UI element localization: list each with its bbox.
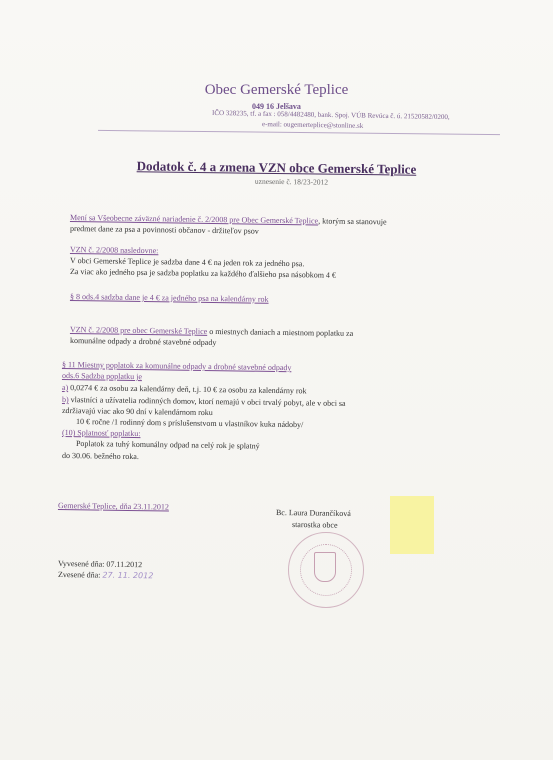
handwritten-date: 27. 11. 2012 [102, 570, 154, 581]
paragraph-2-heading: VZN č. 2/2008 nasledovne: [69, 245, 159, 256]
item-a: a) 0,0274 € za osobu za kalendárny deň, t.j. 10 € za osobu za kalendárny rok [61, 383, 307, 396]
coat-of-arms-icon [314, 552, 336, 582]
municipality-name: Obec Gemerské Teplice [204, 82, 349, 98]
item-b-line-2: zdržiavajú viac ako 90 dní v kalendárnom roku [61, 406, 213, 418]
contact-line: IČO 328235, tf. a fax : 058/4482480, bank. Spoj. VÚB Revúca č. ú. 21520582/0200, [211, 108, 450, 122]
paragraph-1-line-2: predmet dane za psa a povinnosti občanov - držiteľov psov [69, 224, 259, 236]
signatory-role: starostka obce [291, 520, 338, 530]
removed-date: Zvesené dňa: 27. 11. 2012 [57, 570, 154, 581]
document-title: Dodatok č. 4 a zmena VZN obce Gemerské Teplice [136, 158, 417, 177]
paragraph-6-line-2: do 30.06. bežného roka. [61, 451, 139, 462]
sticky-note [390, 496, 434, 554]
regulation-reference-2: VZN č. 2/2008 pre obec Gemerské Teplice [69, 325, 208, 336]
header-divider [98, 130, 500, 135]
email-line: e-mail: ougemerteplice@stonline.sk [261, 120, 364, 130]
item-b: b) vlastníci a užívatelia rodinných domov, ktorí nemajú v obci trvalý pobyt, ale v obci sa [61, 395, 346, 408]
resolution-number: uznesenie č. 18/23-2012 [254, 176, 329, 187]
paragraph-6-heading: (10) Splatnosť poplatku: [61, 428, 141, 439]
paragraph-2-line-2: Za viac ako jedného psa je sadzba poplatku za každého ďalšieho psa násobkom 4 € [69, 267, 337, 280]
item-b-line-3: 10 € ročne /1 rodinný dom s príslušenstvom u vlastníkov kuka nádoby/ [75, 417, 304, 430]
place-and-date: Gemerské Teplice, dňa 23.11.2012 [57, 501, 170, 512]
paragraph-4-line-2: komunálne odpady a drobné stavebné odpady [69, 336, 217, 348]
posted-date: Vyvesené dňa: 07.11.2012 [57, 559, 143, 570]
signatory-name: Bc. Laura Durančíková [275, 508, 351, 519]
municipality-address: 049 16 Jelšava [252, 102, 301, 111]
paragraph-1-rest: , ktorým sa stanovuje [318, 216, 387, 227]
paragraph-6-line-1: Poplatok za tuhý komunálny odpad na celý rok je splatný [75, 439, 260, 451]
paragraph-2-line-1: V obci Gemerské Teplice je sadzba dane 4 € na jeden rok za jedného psa. [69, 256, 305, 269]
paragraph-5-heading: § 11 Miestny poplatok za komunálne odpady a drobné stavebné odpady [61, 360, 292, 373]
paragraph-3: § 8 ods.4 sadzba dane je 4 € za jedného psa na kalendárny rok [69, 292, 269, 304]
paragraph-5-sub: ods.6 Sadzba poplatku je [61, 371, 143, 382]
paragraph-4-rest: o miestnych daniach a miestnom poplatku za [207, 326, 354, 338]
regulation-reference: Mení sa Všeobecne záväzné nariadenie č. 2/2008 pre Obec Gemerské Teplice [69, 213, 319, 226]
